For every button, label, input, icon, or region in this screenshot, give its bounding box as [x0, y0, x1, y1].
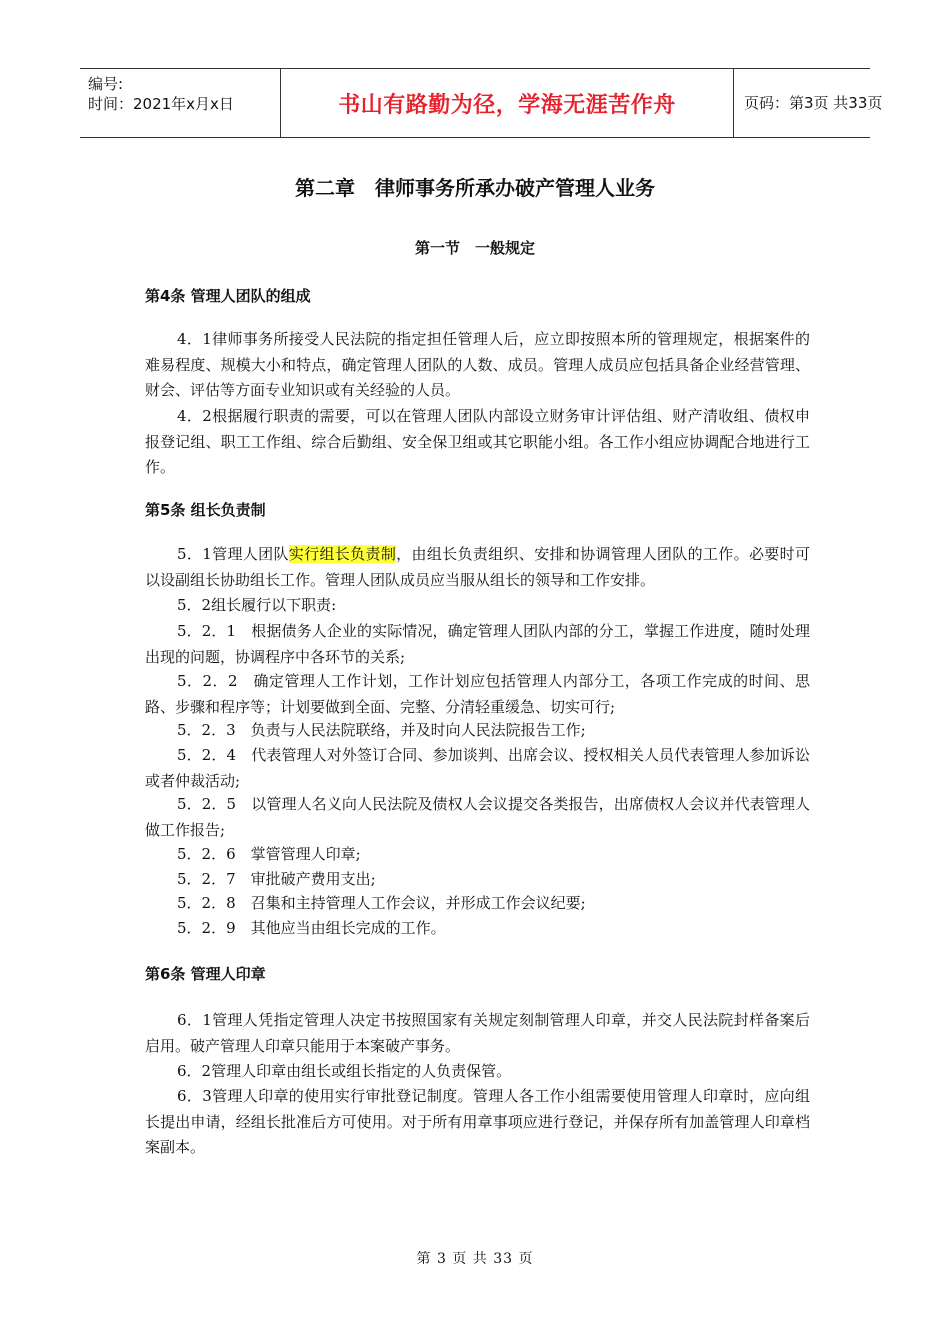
- document-time: 时间：2021年x月x日: [88, 95, 234, 113]
- section-title: 第一节 一般规定: [414, 239, 535, 257]
- article-5-item-4: 5．2．4 代表管理人对外签订合同、参加谈判、出席会议、授权相关人员代表管理人参加诉讼或者仲裁活动;: [145, 746, 810, 790]
- article-5-title: 第5条 组长负责制: [145, 501, 266, 519]
- article-5-paragraph-1: [145, 542, 810, 593]
- article-6-title: 第6条 管理人印章: [145, 965, 266, 983]
- article-5-item-8: 5．2．8 召集和主持管理人工作会议，并形成工作会议纪要;: [177, 894, 586, 912]
- page-footer: 第 3 页 共 33 页: [416, 1251, 534, 1267]
- page-header: [80, 68, 883, 138]
- article-6-paragraph-3: 6．3管理人印章的使用实行审批登记制度。管理人各工作小组需要使用管理人印章时，应向组长提出申请，经组长批准后方可使用。对于所有用章事项应进行登记，并保存所有加盖管理人印章档案副本。: [145, 1087, 810, 1156]
- article-6-paragraph-1: 6．1管理人凭指定管理人决定书按照国家有关规定刻制管理人印章，并交人民法院封样备案后启用。破产管理人印章只能用于本案破产事务。: [145, 1011, 810, 1055]
- article-5-paragraph-2: 5．2组长履行以下职责:: [177, 596, 337, 614]
- article-5-item-5: 5．2．5 以管理人名义向人民法院及债权人会议提交各类报告，出席债权人会议并代表管理人做工作报告;: [145, 795, 810, 839]
- article-5-item-9: 5．2．9 其他应当由组长完成的工作。: [177, 919, 446, 937]
- article-5-p1-end: ，由组长负责组织、安排和协调管理人团队的工作。必要时可以设副组长协助组长工作。管理人团队成员应当服从组长的领导和工作安排。: [145, 545, 810, 589]
- article-6-paragraph-2: 6．2管理人印章由组长或组长指定的人负责保管。: [177, 1062, 512, 1080]
- article-4-paragraph-1: 4．1律师事务所接受人民法院的指定担任管理人后，应立即按照本所的管理规定，根据案件的难易程度、规模大小和特点，确定管理人团队的人数、成员。管理人成员应包括具备企业经营管理、财会、评估等方面专业知识或有关经验的人员。: [145, 330, 810, 399]
- article-5-item-7: 5．2．7 审批破产费用支出;: [177, 870, 376, 888]
- document-number: 编号:: [88, 75, 124, 93]
- highlighted-text: 实行组长负责制: [288, 545, 397, 563]
- article-4-title: 第4条 管理人团队的组成: [145, 287, 311, 305]
- article-5-item-3: 5．2．3 负责与人民法院联络，并及时向人民法院报告工作;: [177, 721, 586, 739]
- header-meta: [80, 69, 280, 137]
- article-4-paragraph-2: 4．2根据履行职责的需要，可以在管理人团队内部设立财务审计评估组、财产清收组、债权申报登记组、职工工作组、综合后勤组、安全保卫组或其它职能小组。各工作小组应协调配合地进行工作。: [145, 407, 810, 476]
- header-motto-cell: [280, 69, 734, 137]
- header-motto: 书山有路勤为径，学海无涯苦作舟: [338, 92, 676, 118]
- article-5-item-6: 5．2．6 掌管管理人印章;: [177, 845, 361, 863]
- article-5-item-2: 5．2．2 确定管理人工作计划，工作计划应包括管理人内部分工，各项工作完成的时间、思路、步骤和程序等；计划要做到全面、完整、分清轻重缓急、切实可行;: [145, 672, 810, 716]
- article-5-p1-start: 5．1管理人团队: [177, 545, 289, 563]
- article-5-item-1: 5．2．1 根据债务人企业的实际情况，确定管理人团队内部的分工，掌握工作进度，随时处理出现的问题，协调程序中各环节的关系;: [145, 622, 810, 666]
- chapter-title: 第二章 律师事务所承办破产管理人业务: [295, 176, 655, 200]
- header-page-info: 页码：第3页 共33页: [744, 94, 883, 112]
